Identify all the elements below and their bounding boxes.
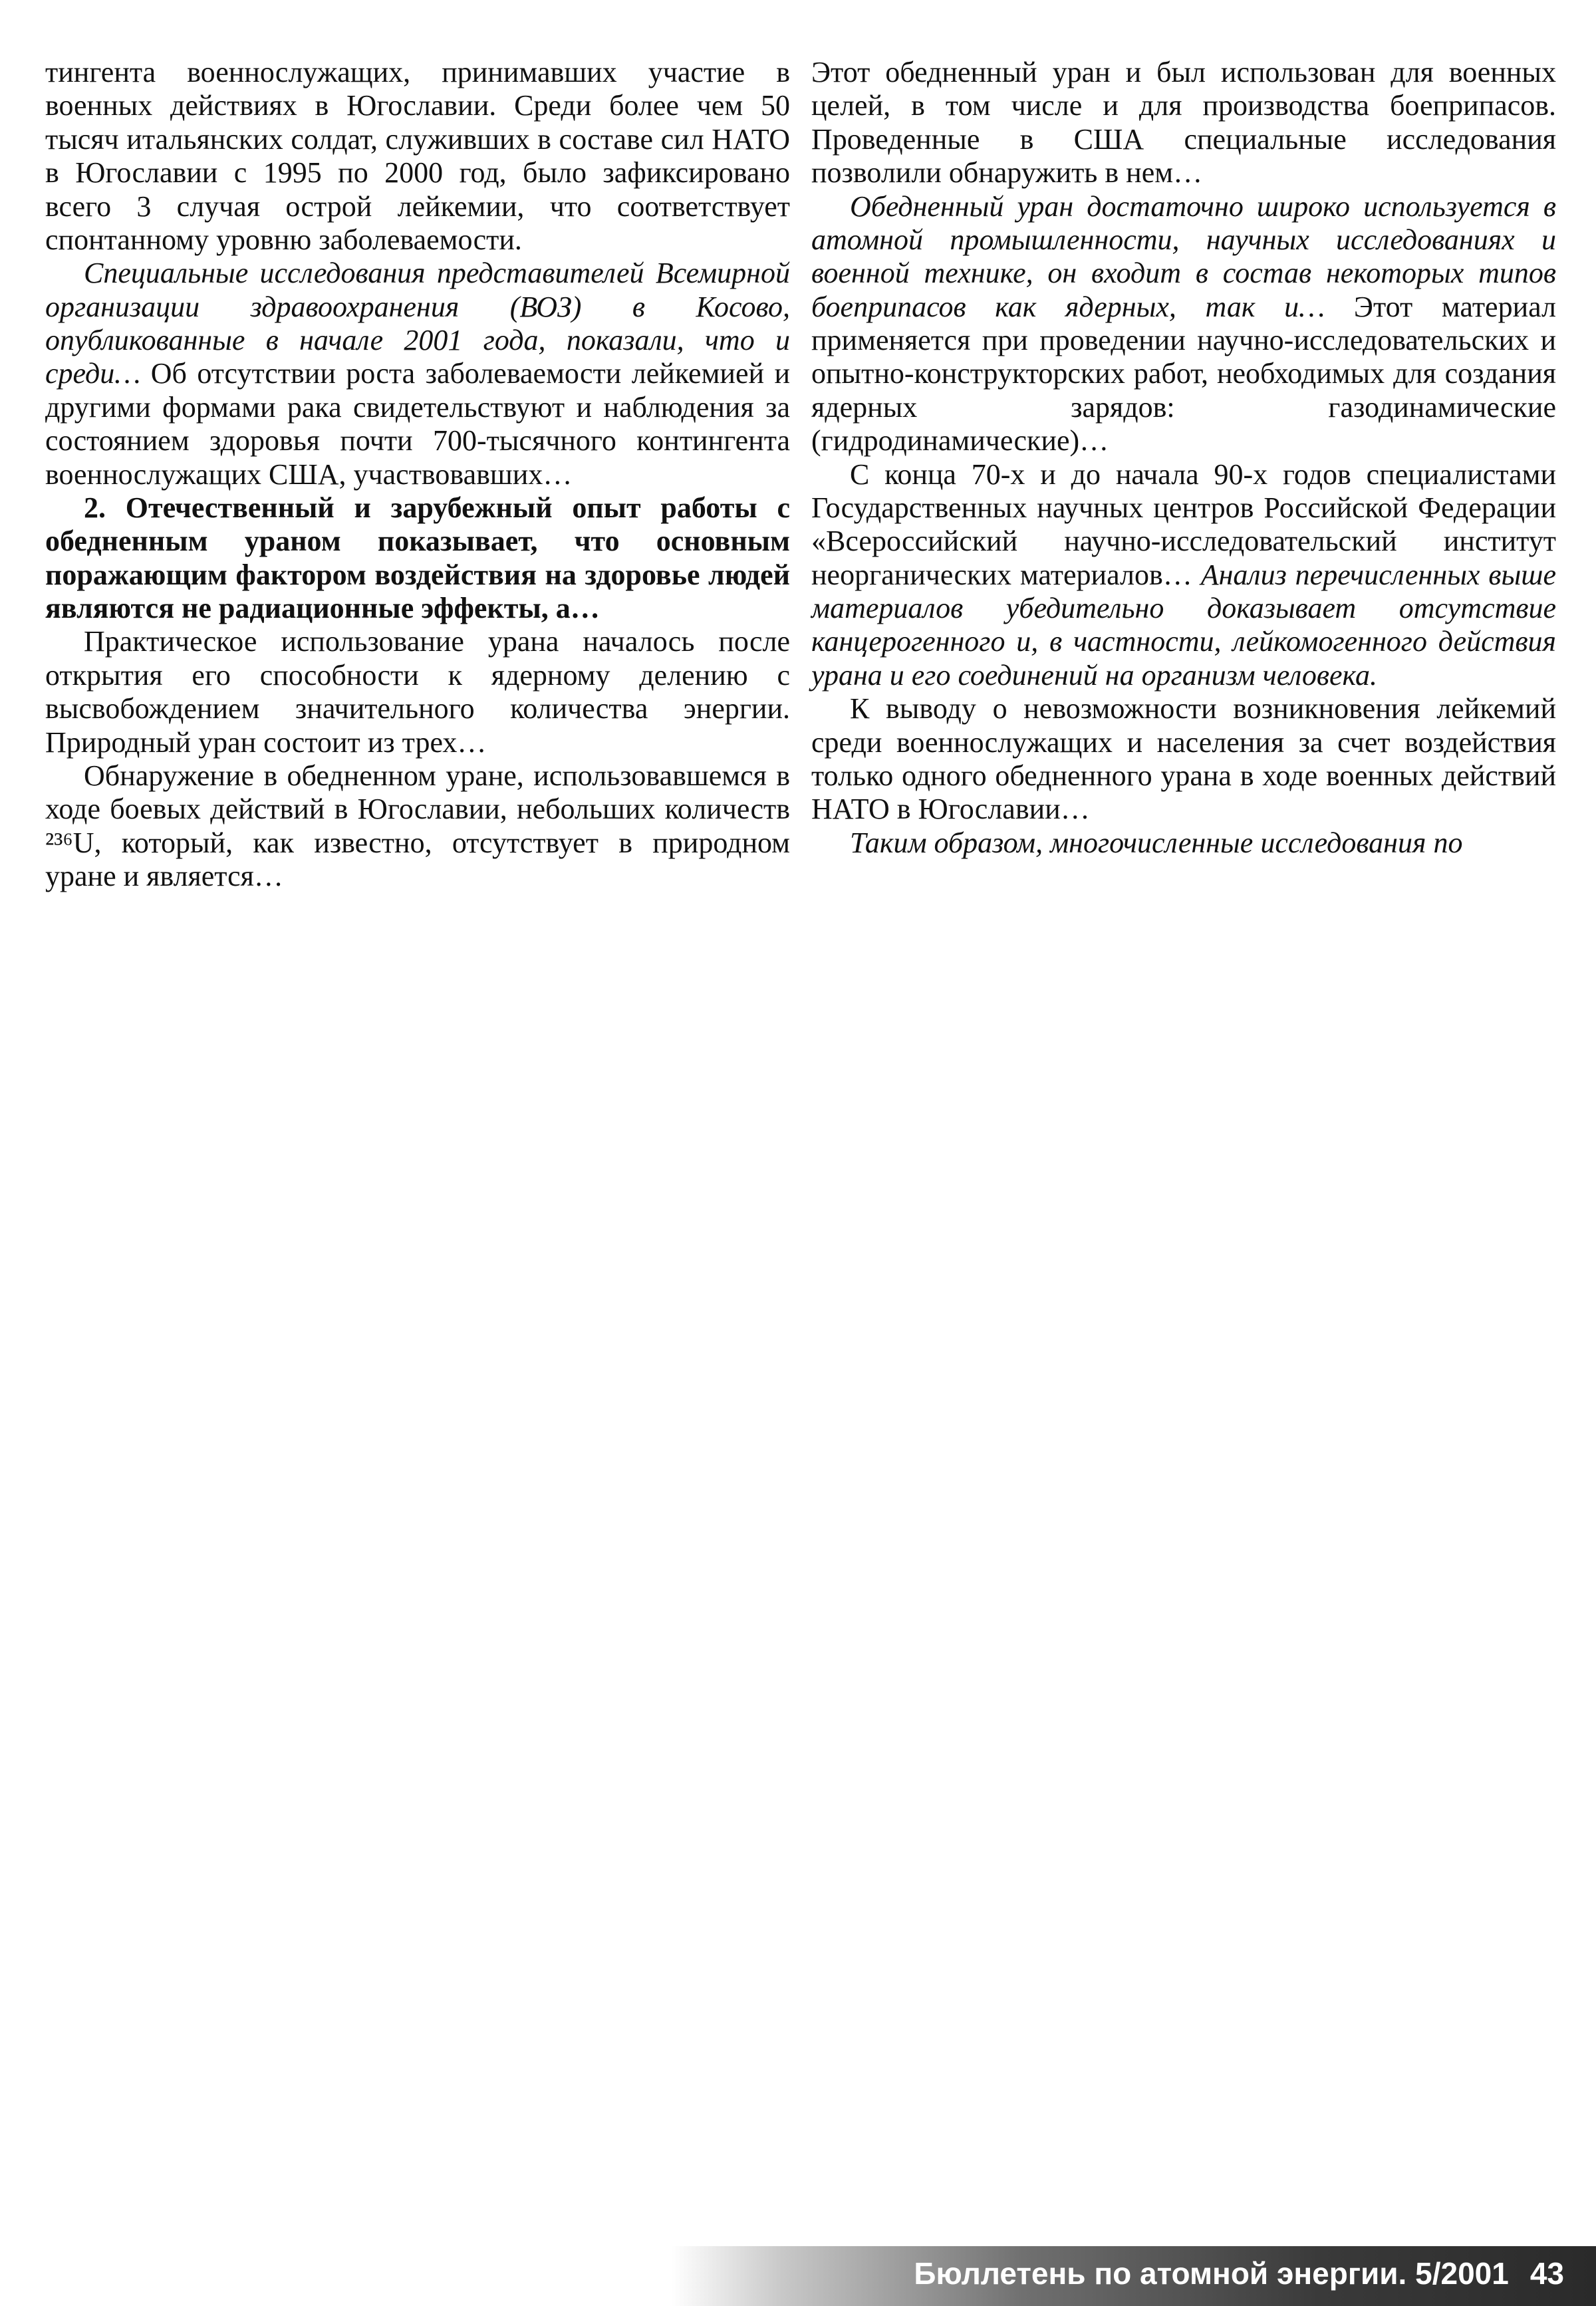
footer-text <box>892 2255 1564 2291</box>
left-col-p3: 2. Отечественный и зарубежный опыт работы с обедненным ураном показывает, что основным поражающим фактором воздействия на здоровье людей являются не радиационные эффекты, а… <box>45 491 790 624</box>
left-col-p4: Практическое использование урана началось после открытия его способности к ядерному делению с высвобождением значительного количества энергии. Природный уран состоит из трех… <box>45 625 790 759</box>
right-col-p5: Таким образом, многочисленные исследования по <box>850 826 1463 859</box>
left-col-p5: Обнаружение в обедненном уране, использовавшемся в ходе боевых действий в Югославии, небольших количеств ²³⁶U, который, как известно, отсутствует в природном уране и является… <box>45 759 790 892</box>
right-col-p3-italic: Анализ перечисленных выше материалов убедительно доказывает отсутствие канцерогенного и, в частности, лейкомогенного действия урана и его соединений на организм человека. <box>811 558 1557 692</box>
right-col-p1: Этот обедненный уран и был использован для военных целей, в том числе и для производства боеприпасов. Проведенные в США специальные исследования позволили обнаружить в нем… <box>811 56 1556 190</box>
left-col-p1: тингента военнослужащих, принимавших участие в военных действиях в Югославии. Среди более чем 50 тысяч итальянских солдат, служивших в составе сил НАТО в Югославии с 1995 по 2000 год, было зафиксировано всего 3 случая острой лейкемии, что соответствует спонтанному уровню заболеваемости. <box>45 56 790 256</box>
right-col-p4: К выводу о невозможности возникновения лейкемий среди военнослужащих и населения за счет воздействия только одного обедненного урана в ходе военных действий НАТО в Югославии… <box>811 692 1556 826</box>
page-footer <box>672 2246 1596 2306</box>
journal-title: Бюллетень по атомной энергии. 5/2001 <box>914 2256 1509 2291</box>
left-col-p2 <box>45 257 790 491</box>
right-col-p3-text: С конца 70-х и до начала 90-х годов специалистами Государственных научных центров Российской Федерации «Всероссийский научно-исследовательский институт неорганических материалов… <box>811 457 1556 591</box>
right-column <box>811 56 1556 860</box>
left-col-p2-italic: Специальные исследования представителей Всемирной организации здравоохранения (ВОЗ) в Косово, опубликованные в начале 2001 года, показали, что и среди… <box>45 257 790 390</box>
right-col-p2-italic: Обедненный уран достаточно широко используется в атомной промышленности, научных исследованиях и военной технике, он входит в состав некоторых типов боеприпасов как ядерных, так и… <box>811 190 1556 323</box>
right-col-p2 <box>811 190 1556 458</box>
right-col-p3 <box>811 458 1556 693</box>
page-number: 43 <box>1530 2256 1564 2291</box>
left-column <box>45 56 790 893</box>
left-col-p2-rest: Об отсутствии роста заболеваемости лейкемией и другими формами рака свидетельствуют и наблюдения за состоянием здоровья почти 700-тысячного контингента военнослужащих США, участвовавших… <box>45 357 791 491</box>
right-col-p2-rest: Этот материал применяется при проведении научно-исследовательских и опытно-конструкторских работ, необходимых для создания ядерных зарядов: газодинамические (гидродинамические)… <box>811 290 1556 457</box>
